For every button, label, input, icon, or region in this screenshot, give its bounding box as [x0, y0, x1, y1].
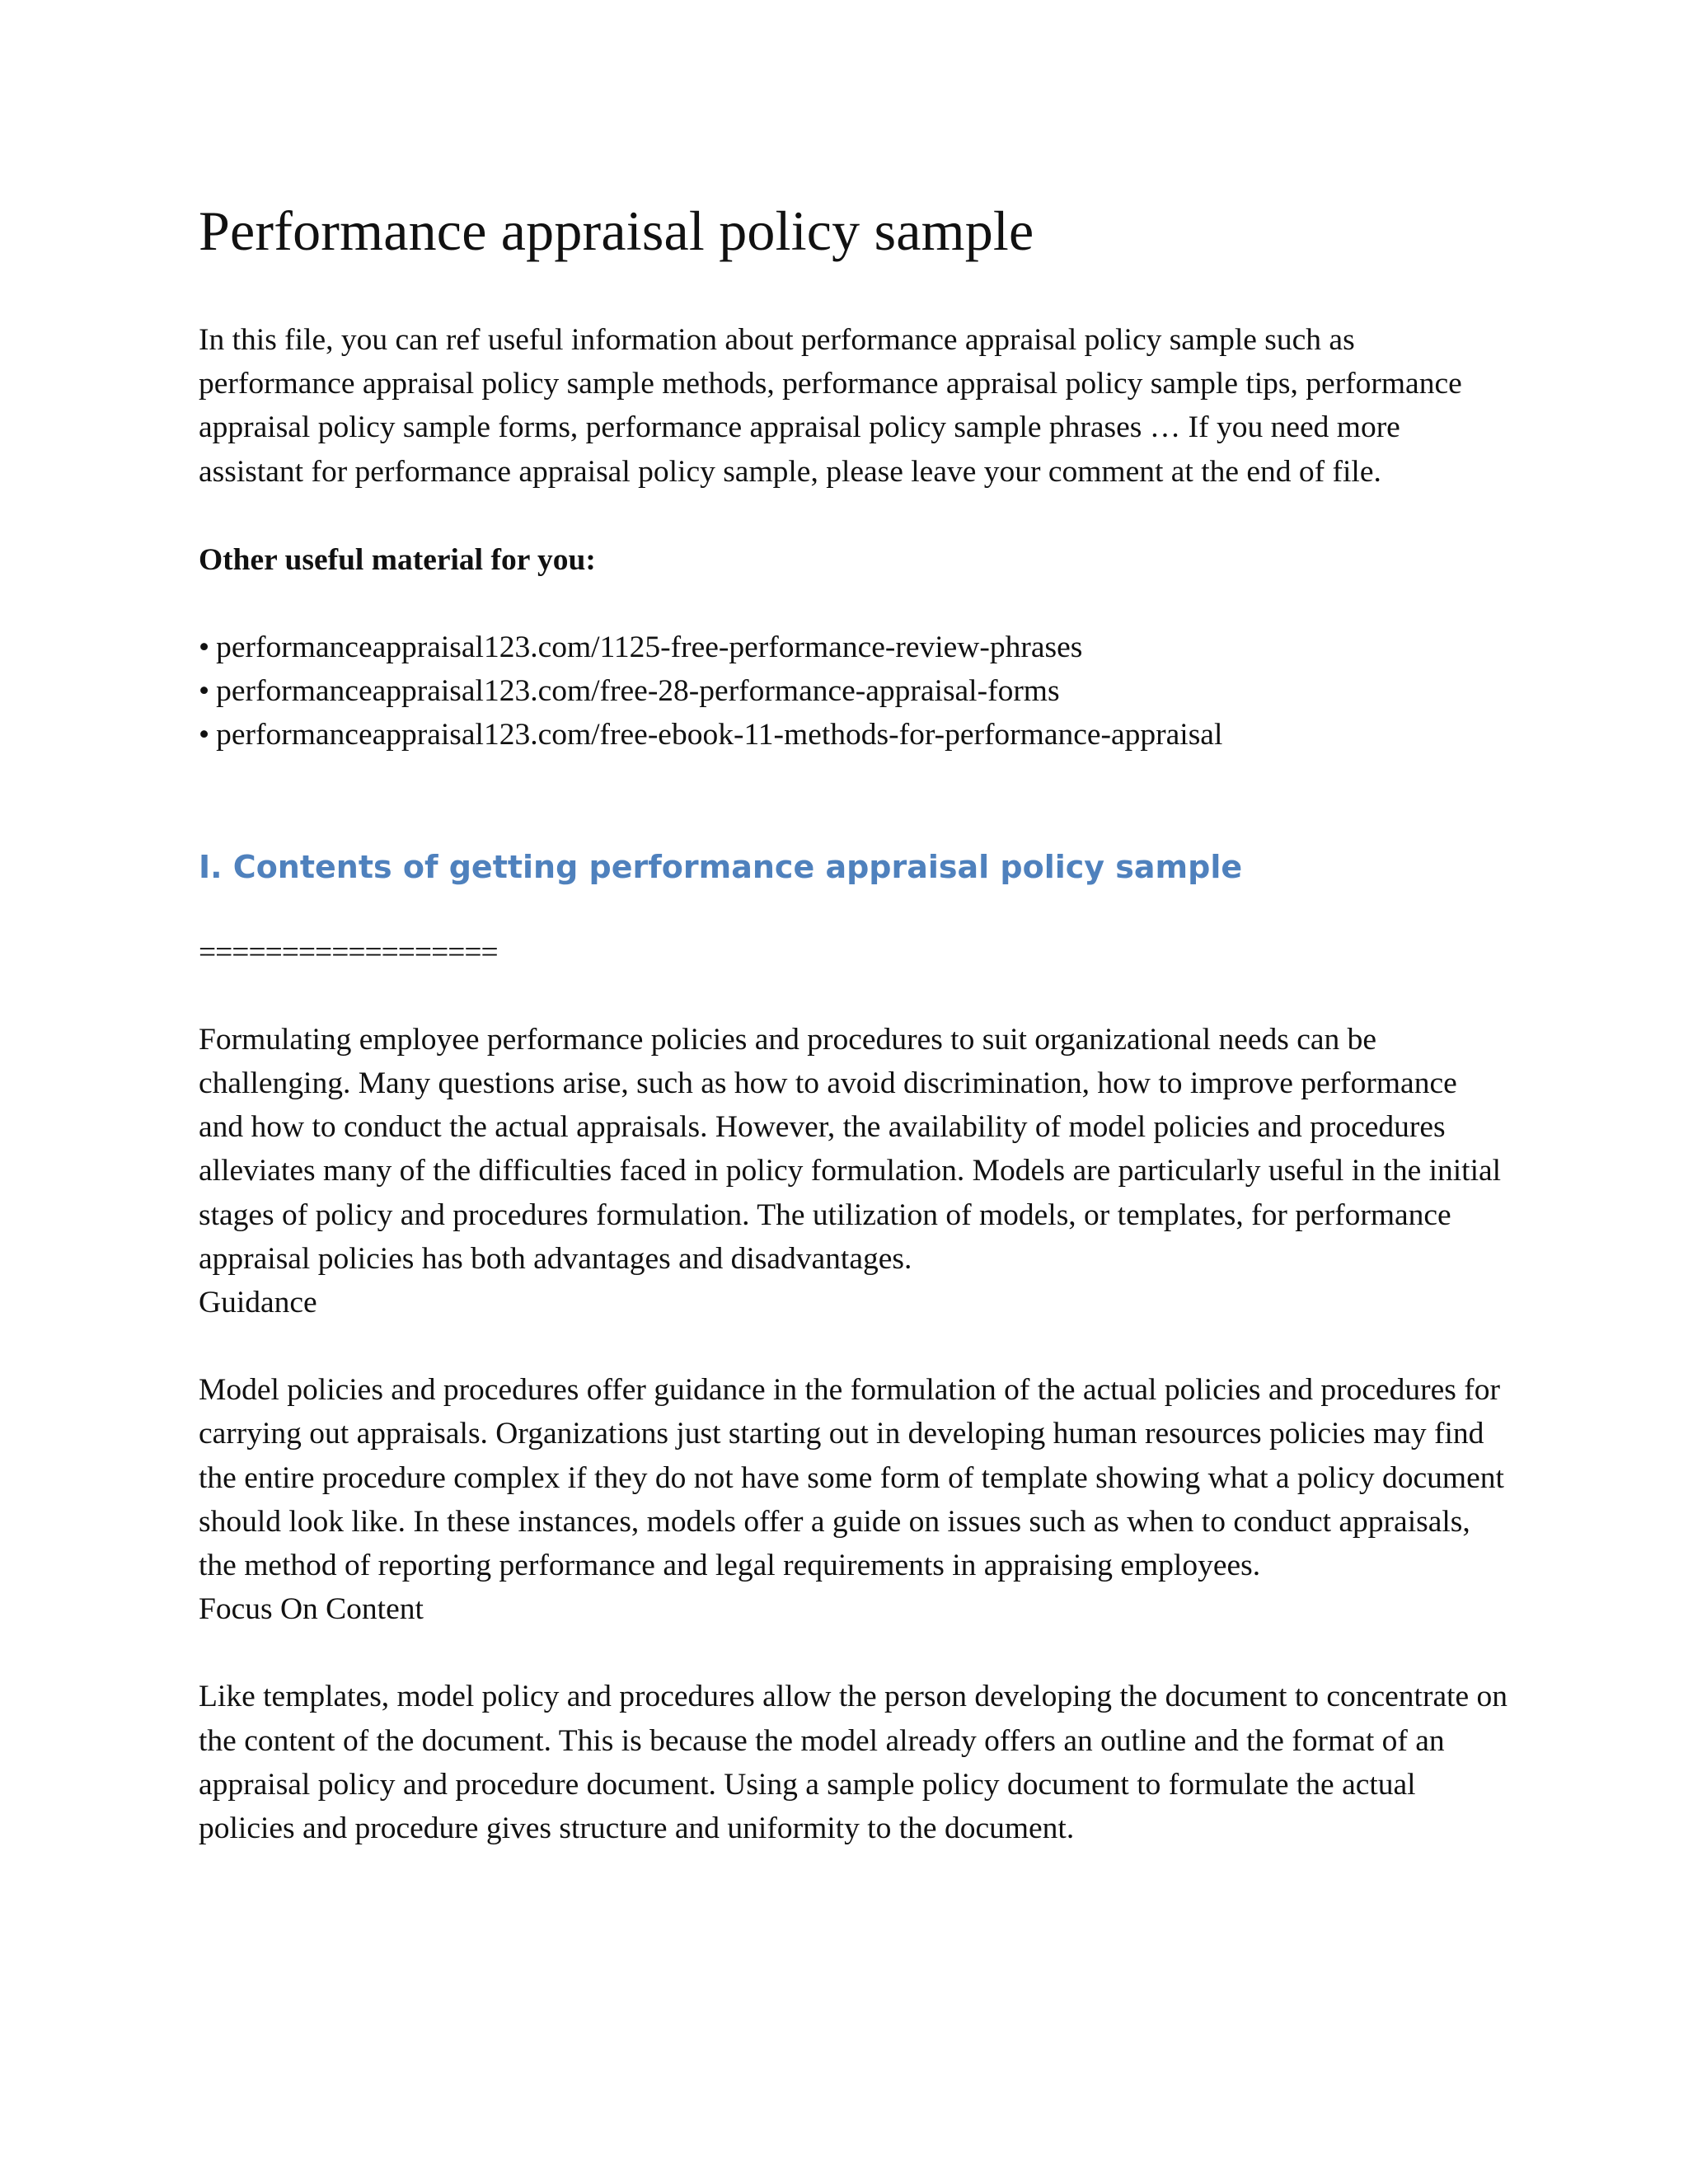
useful-link-item[interactable]	[199, 713, 1509, 757]
body-paragraph-guidance: Model policies and procedures offer guidance in the formulation of the actual policies and procedures for carrying out appraisals. Organizations just starting out in developing human resources policies may find the entire procedure complex if they do not have some form of template showing what a policy document should look like. In these instances, models offer a guide on issues such as when to conduct appraisals, the method of reporting performance and legal requirements in appraising employees.	[199, 1373, 1504, 1583]
useful-link-text[interactable]: performanceappraisal123.com/free-28-performance-appraisal-forms	[216, 674, 1060, 709]
body-paragraph-formulating: Formulating employee performance policies and procedures to suit organizational needs can be challenging. Many questions arise, such as how to avoid discrimination, how to improve performance and how to conduct the actual appraisals. However, the availability of model policies and procedures alleviates many of the difficulties faced in policy formulation. Models are particularly useful in the initial stages of policy and procedures formulation. The utilization of models, or templates, for performance appraisal policies has both advantages and disadvantages.	[199, 1022, 1502, 1276]
subheading-focus-on-content: Focus On Content	[199, 1592, 424, 1627]
body-paragraph-focus-on-content: Like templates, model policy and procedures allow the person developing the document to concentrate on the content of the document. This is because the model already offers an outline and the format of an appraisal policy and procedure document. Using a sample policy document to formulate the actual policies and procedure gives structure and uniformity to the document.	[199, 1680, 1508, 1846]
section-heading: I. Contents of getting performance appraisal policy sample	[199, 848, 1243, 885]
bullet-icon: •	[199, 630, 210, 665]
document-title: Performance appraisal policy sample	[199, 199, 1034, 262]
useful-link-item[interactable]	[199, 669, 1509, 713]
subheading-guidance: Guidance	[199, 1286, 317, 1320]
material-heading: Other useful material for you:	[199, 542, 596, 577]
document-body	[199, 196, 1509, 1850]
useful-link-text[interactable]: performanceappraisal123.com/free-ebook-11-methods-for-performance-appraisal	[216, 718, 1223, 752]
useful-link-item[interactable]	[199, 626, 1509, 669]
text-divider: ==================	[199, 935, 498, 969]
bullet-icon: •	[199, 718, 210, 752]
intro-paragraph: In this file, you can ref useful information about performance appraisal policy sample such as performance appraisal policy sample methods, performance appraisal policy sample tips, performance appraisal policy sample forms, performance appraisal policy sample phrases … If you need more assistant for performance appraisal policy sample, please leave your comment at the end of file.	[199, 323, 1462, 489]
useful-links-list	[199, 626, 1509, 757]
useful-link-text[interactable]: performanceappraisal123.com/1125-free-performance-review-phrases	[216, 630, 1083, 665]
bullet-icon: •	[199, 674, 210, 709]
